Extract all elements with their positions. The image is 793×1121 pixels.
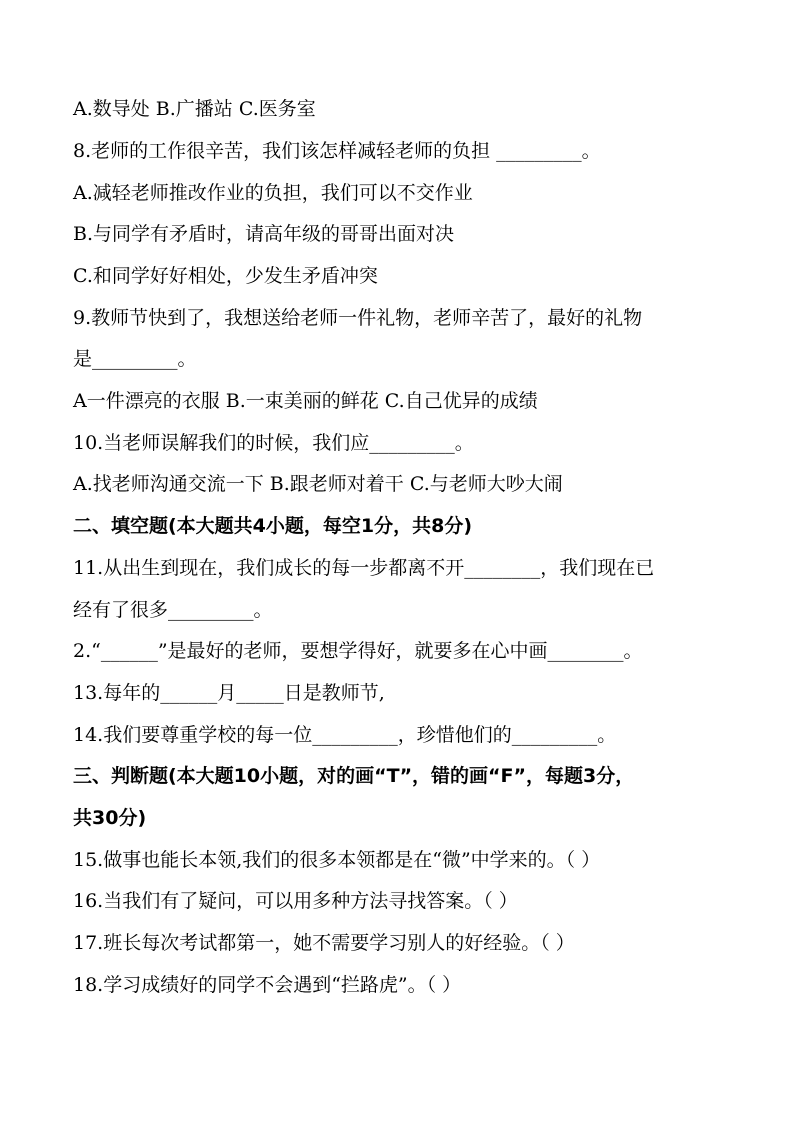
question-9: 9.教师节快到了，我想送给老师一件礼物，老师辛苦了，最好的礼物 xyxy=(73,307,643,329)
question-18: 18.学习成绩好的同学不会遇到“拦路虎”。（ ） xyxy=(73,974,462,996)
section-heading-fill-blank: 二、填空题(本大题共4小题，每空1分，共8分) xyxy=(73,515,473,537)
option-8b: B.与同学有矛盾时，请高年级的哥哥出面对决 xyxy=(73,223,455,245)
question-10: 10.当老师误解我们的时候，我们应_________。 xyxy=(73,432,474,454)
option-8c: C.和同学好好相处，少发生矛盾冲突 xyxy=(73,265,378,287)
option-line-10: A.找老师沟通交流一下 B.跟老师对着干 C.与老师大吵大闹 xyxy=(73,473,563,495)
question-11: 11.从出生到现在，我们成长的每一步都离不开________，我们现在已 xyxy=(73,557,655,579)
question-13: 13.每年的______月_____日是教师节, xyxy=(73,682,385,704)
question-11-continued: 经有了很多_________。 xyxy=(73,599,273,621)
option-line-9: A一件漂亮的衣服 B.一束美丽的鲜花 C.自己优异的成绩 xyxy=(73,390,538,412)
question-15: 15.做事也能长本领,我们的很多本领都是在“微”中学来的。（ ） xyxy=(73,849,601,871)
question-12: 2.“______”是最好的老师，要想学得好，就要多在心中画________。 xyxy=(73,640,643,662)
option-line-7: A.数导处 B.广播站 C.医务室 xyxy=(73,98,316,120)
question-8: 8.老师的工作很辛苦，我们该怎样减轻老师的负担 _________。 xyxy=(73,140,601,162)
option-8a: A.减轻老师推改作业的负担，我们可以不交作业 xyxy=(73,182,473,204)
question-16: 16.当我们有了疑问，可以用多种方法寻找答案。（ ） xyxy=(73,890,518,912)
question-9-continued: 是_________。 xyxy=(73,348,197,370)
question-14: 14.我们要尊重学校的每一位_________，珍惜他们的_________。 xyxy=(73,724,617,746)
section-heading-true-false-continued: 共30分) xyxy=(73,807,147,829)
question-17: 17.班长每次考试都第一，她不需要学习别人的好经验。（ ） xyxy=(73,932,575,954)
section-heading-true-false: 三、判断题(本大题10小题，对的画“T”，错的画“F”，每题3分， xyxy=(73,765,635,787)
